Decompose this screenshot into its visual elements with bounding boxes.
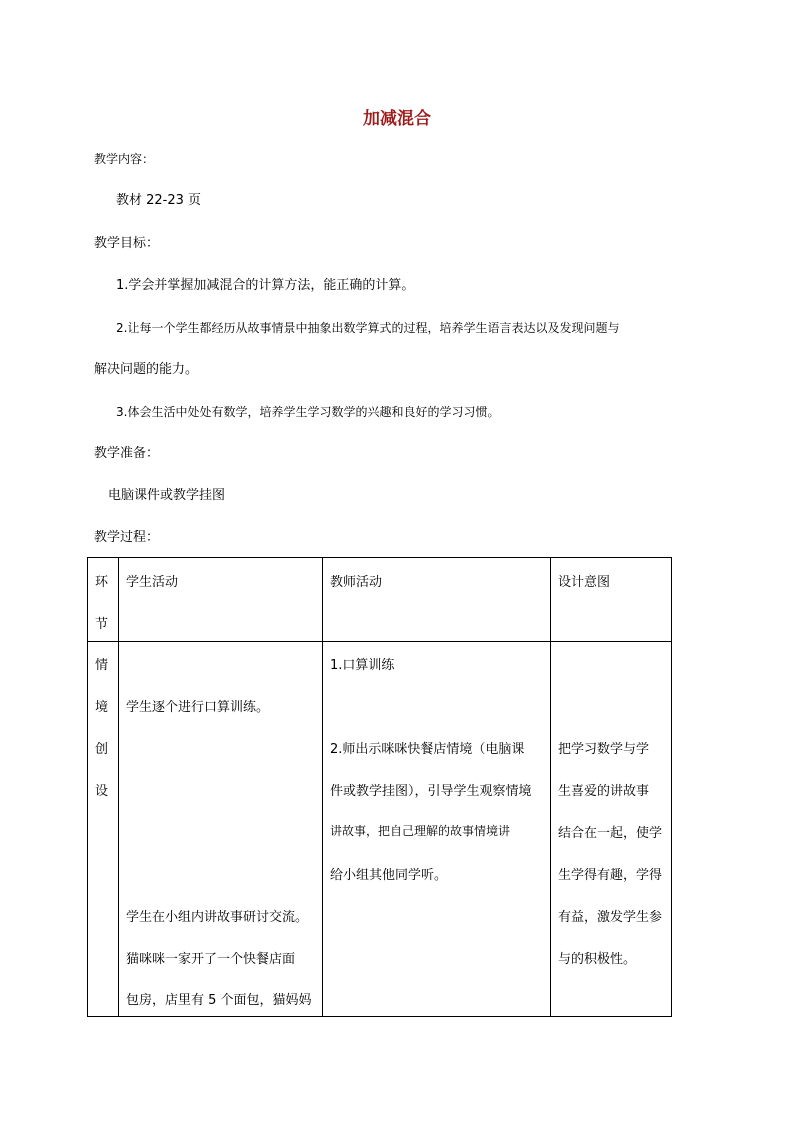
student-activity-cell [119,642,323,1017]
teacher-activity-line: 给小组其他同学听。 [330,868,448,883]
student-activity-line: 包房，店里有 5 个面包，猫妈妈 [126,993,312,1008]
teacher-activity-line: 讲故事，把自己理解的故事情境讲 [330,824,511,838]
preparation-text: 电脑课件或教学挂图 [108,488,226,503]
header-stage-char-1: 环 [95,575,109,590]
preparation-label: 教学准备： [94,446,160,461]
stage-char-4: 设 [95,784,109,799]
goal-1: 1.学会并掌握加减混合的计算方法，能正确的计算。 [116,278,415,293]
teaching-content-label: 教学内容： [94,152,155,166]
teacher-activity-line: 件或教学挂图），引导学生观察情境 [330,784,532,799]
design-intent-line: 结合在一起，使学 [558,826,663,841]
student-activity-line: 猫咪咪一家开了一个快餐店面 [126,952,296,967]
teacher-activity-line: 1.口算训练 [330,658,395,673]
header-stage-char-2: 节 [95,617,109,632]
header-stage-cell [88,558,119,642]
goal-2-line-1: 2.让每一个学生都经历从故事情景中抽象出数学算式的过程，培养学生语言表达以及发现问题与 [116,321,620,335]
header-teacher-activity: 教师活动 [330,575,383,590]
header-student-cell [119,558,323,642]
header-design-cell [551,558,672,642]
design-intent-cell [551,642,672,1017]
document-title: 加减混合 [363,109,431,129]
student-activity-line: 学生在小组内讲故事研讨交流。 [126,910,309,925]
goal-2-line-2: 解决问题的能力。 [94,362,199,377]
teacher-activity-cell [323,642,551,1017]
design-intent-line: 与的积极性。 [558,952,637,967]
lesson-process-table [87,557,672,1017]
teaching-content-text: 教材 22-23 页 [116,193,202,208]
header-student-activity: 学生活动 [126,575,179,590]
process-label: 教学过程： [94,530,160,545]
stage-char-1: 情 [95,658,109,673]
student-activity-line: 学生逐个进行口算训练。 [126,700,270,715]
stage-cell [88,642,119,1017]
design-intent-line: 有益，激发学生参 [558,910,663,925]
stage-char-2: 境 [95,700,109,715]
teaching-goals-label: 教学目标： [94,236,160,251]
goal-3: 3.体会生活中处处有数学，培养学生学习数学的兴趣和良好的学习习惯。 [116,405,500,419]
header-teacher-cell [323,558,551,642]
design-intent-line: 把学习数学与学 [558,742,650,757]
design-intent-line: 生学得有趣，学得 [558,868,663,883]
table-row [88,642,672,1017]
design-intent-line: 生喜爱的讲故事 [558,784,650,799]
stage-char-3: 创 [95,742,109,757]
table-header-row [88,558,672,642]
header-design-intent: 设计意图 [558,575,611,590]
teacher-activity-line: 2.师出示咪咪快餐店情境（电脑课 [330,742,525,757]
